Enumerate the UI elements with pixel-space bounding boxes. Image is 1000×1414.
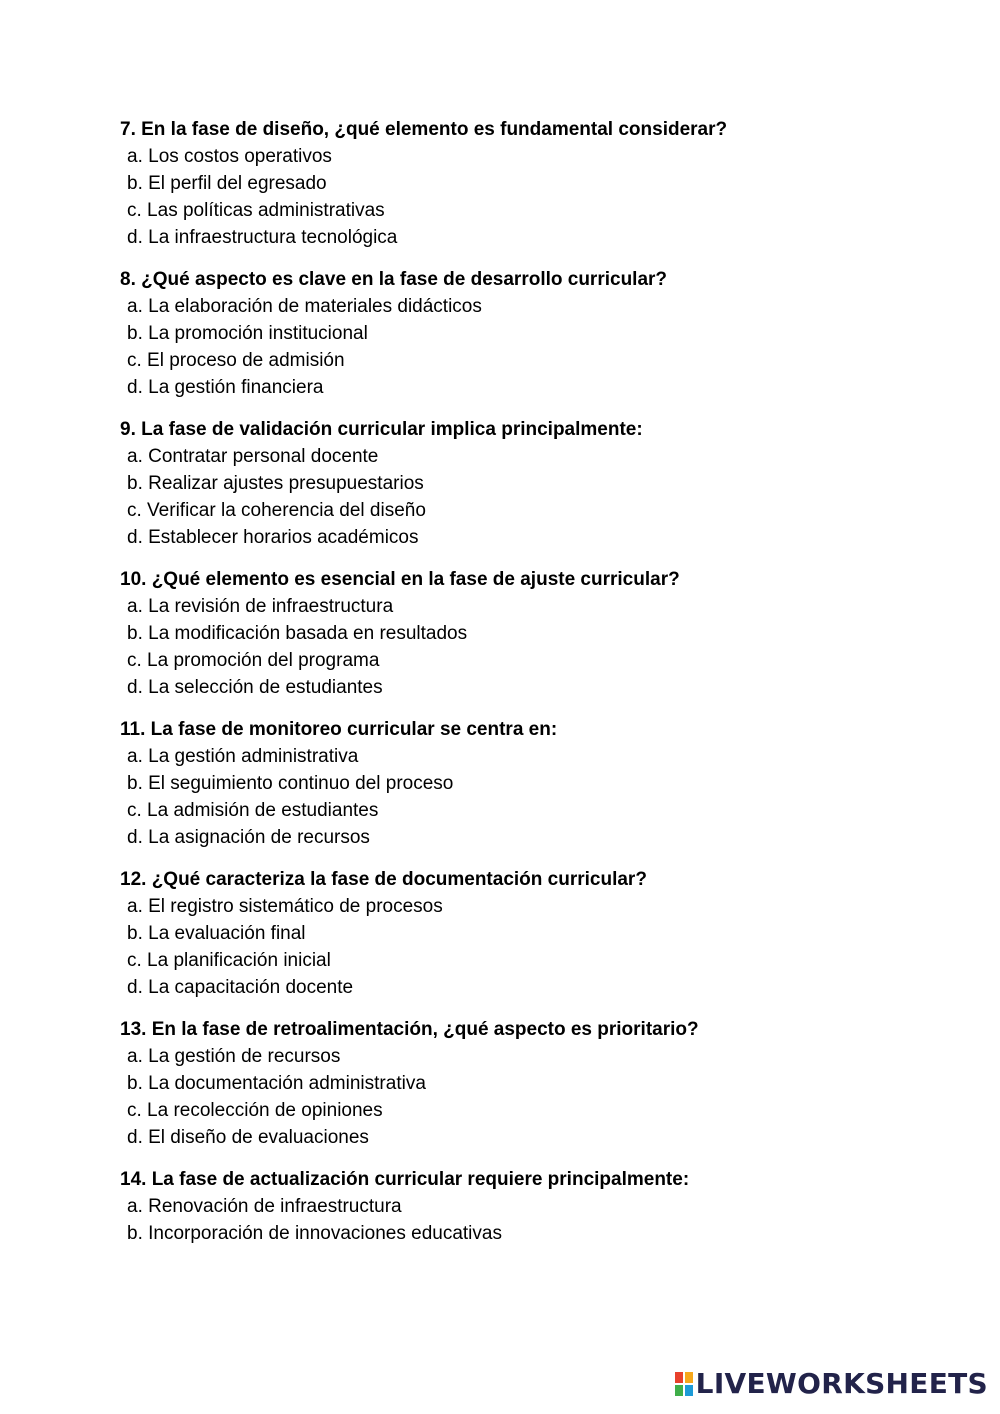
question-text: 9. La fase de validación curricular implica principalmente:	[120, 419, 643, 440]
question-block	[120, 566, 960, 701]
answer-option: b. El seguimiento continuo del proceso	[127, 773, 454, 794]
question-block	[120, 1016, 960, 1151]
answer-option: b. Realizar ajustes presupuestarios	[127, 473, 424, 494]
question-block	[120, 1166, 960, 1247]
answer-option: a. Contratar personal docente	[127, 446, 379, 467]
answer-option: d. La capacitación docente	[127, 977, 354, 998]
answer-option: d. Establecer horarios académicos	[127, 527, 419, 548]
question-text: 8. ¿Qué aspecto es clave en la fase de desarrollo curricular?	[120, 269, 668, 290]
question-block	[120, 116, 960, 251]
answer-option: c. La recolección de opiniones	[127, 1100, 383, 1121]
liveworksheets-logo-icon	[675, 1372, 693, 1396]
answer-option: d. La selección de estudiantes	[127, 677, 383, 698]
answer-option: a. La elaboración de materiales didácticos	[127, 296, 482, 317]
answer-option: d. La gestión financiera	[127, 377, 324, 398]
answer-option: b. La documentación administrativa	[127, 1073, 426, 1094]
question-block	[120, 416, 960, 551]
answer-option: d. La infraestructura tecnológica	[127, 227, 398, 248]
question-text: 12. ¿Qué caracteriza la fase de documentación curricular?	[120, 869, 647, 890]
answer-option: a. La gestión administrativa	[127, 746, 359, 767]
answer-option: c. La admisión de estudiantes	[127, 800, 379, 821]
question-block	[120, 866, 960, 1001]
answer-option: d. El diseño de evaluaciones	[127, 1127, 369, 1148]
answer-option: a. La gestión de recursos	[127, 1046, 341, 1067]
answer-option: b. El perfil del egresado	[127, 173, 327, 194]
question-text: 11. La fase de monitoreo curricular se centra en:	[120, 719, 558, 740]
worksheet-page	[120, 116, 960, 1262]
answer-option: c. Las políticas administrativas	[127, 200, 385, 221]
question-text: 7. En la fase de diseño, ¿qué elemento es fundamental considerar?	[120, 119, 728, 140]
answer-option: c. La promoción del programa	[127, 650, 380, 671]
answer-option: b. La evaluación final	[127, 923, 306, 944]
answer-option: c. Verificar la coherencia del diseño	[127, 500, 426, 521]
answer-option: a. Renovación de infraestructura	[127, 1196, 402, 1217]
answer-option: b. La modificación basada en resultados	[127, 623, 468, 644]
question-text: 13. En la fase de retroalimentación, ¿qué aspecto es prioritario?	[120, 1019, 699, 1040]
answer-option: c. La planificación inicial	[127, 950, 331, 971]
answer-option: b. La promoción institucional	[127, 323, 368, 344]
question-block	[120, 266, 960, 401]
liveworksheets-logo	[675, 1367, 988, 1400]
answer-option: c. El proceso de admisión	[127, 350, 345, 371]
answer-option: a. La revisión de infraestructura	[127, 596, 394, 617]
answer-option: a. El registro sistemático de procesos	[127, 896, 443, 917]
question-text: 14. La fase de actualización curricular requiere principalmente:	[120, 1169, 690, 1190]
question-list	[120, 116, 960, 1247]
logo-text: LIVEWORKSHEETS	[695, 1367, 988, 1400]
question-block	[120, 716, 960, 851]
answer-option: b. Incorporación de innovaciones educativas	[127, 1223, 502, 1244]
answer-option: d. La asignación de recursos	[127, 827, 370, 848]
question-text: 10. ¿Qué elemento es esencial en la fase de ajuste curricular?	[120, 569, 680, 590]
answer-option: a. Los costos operativos	[127, 146, 332, 167]
